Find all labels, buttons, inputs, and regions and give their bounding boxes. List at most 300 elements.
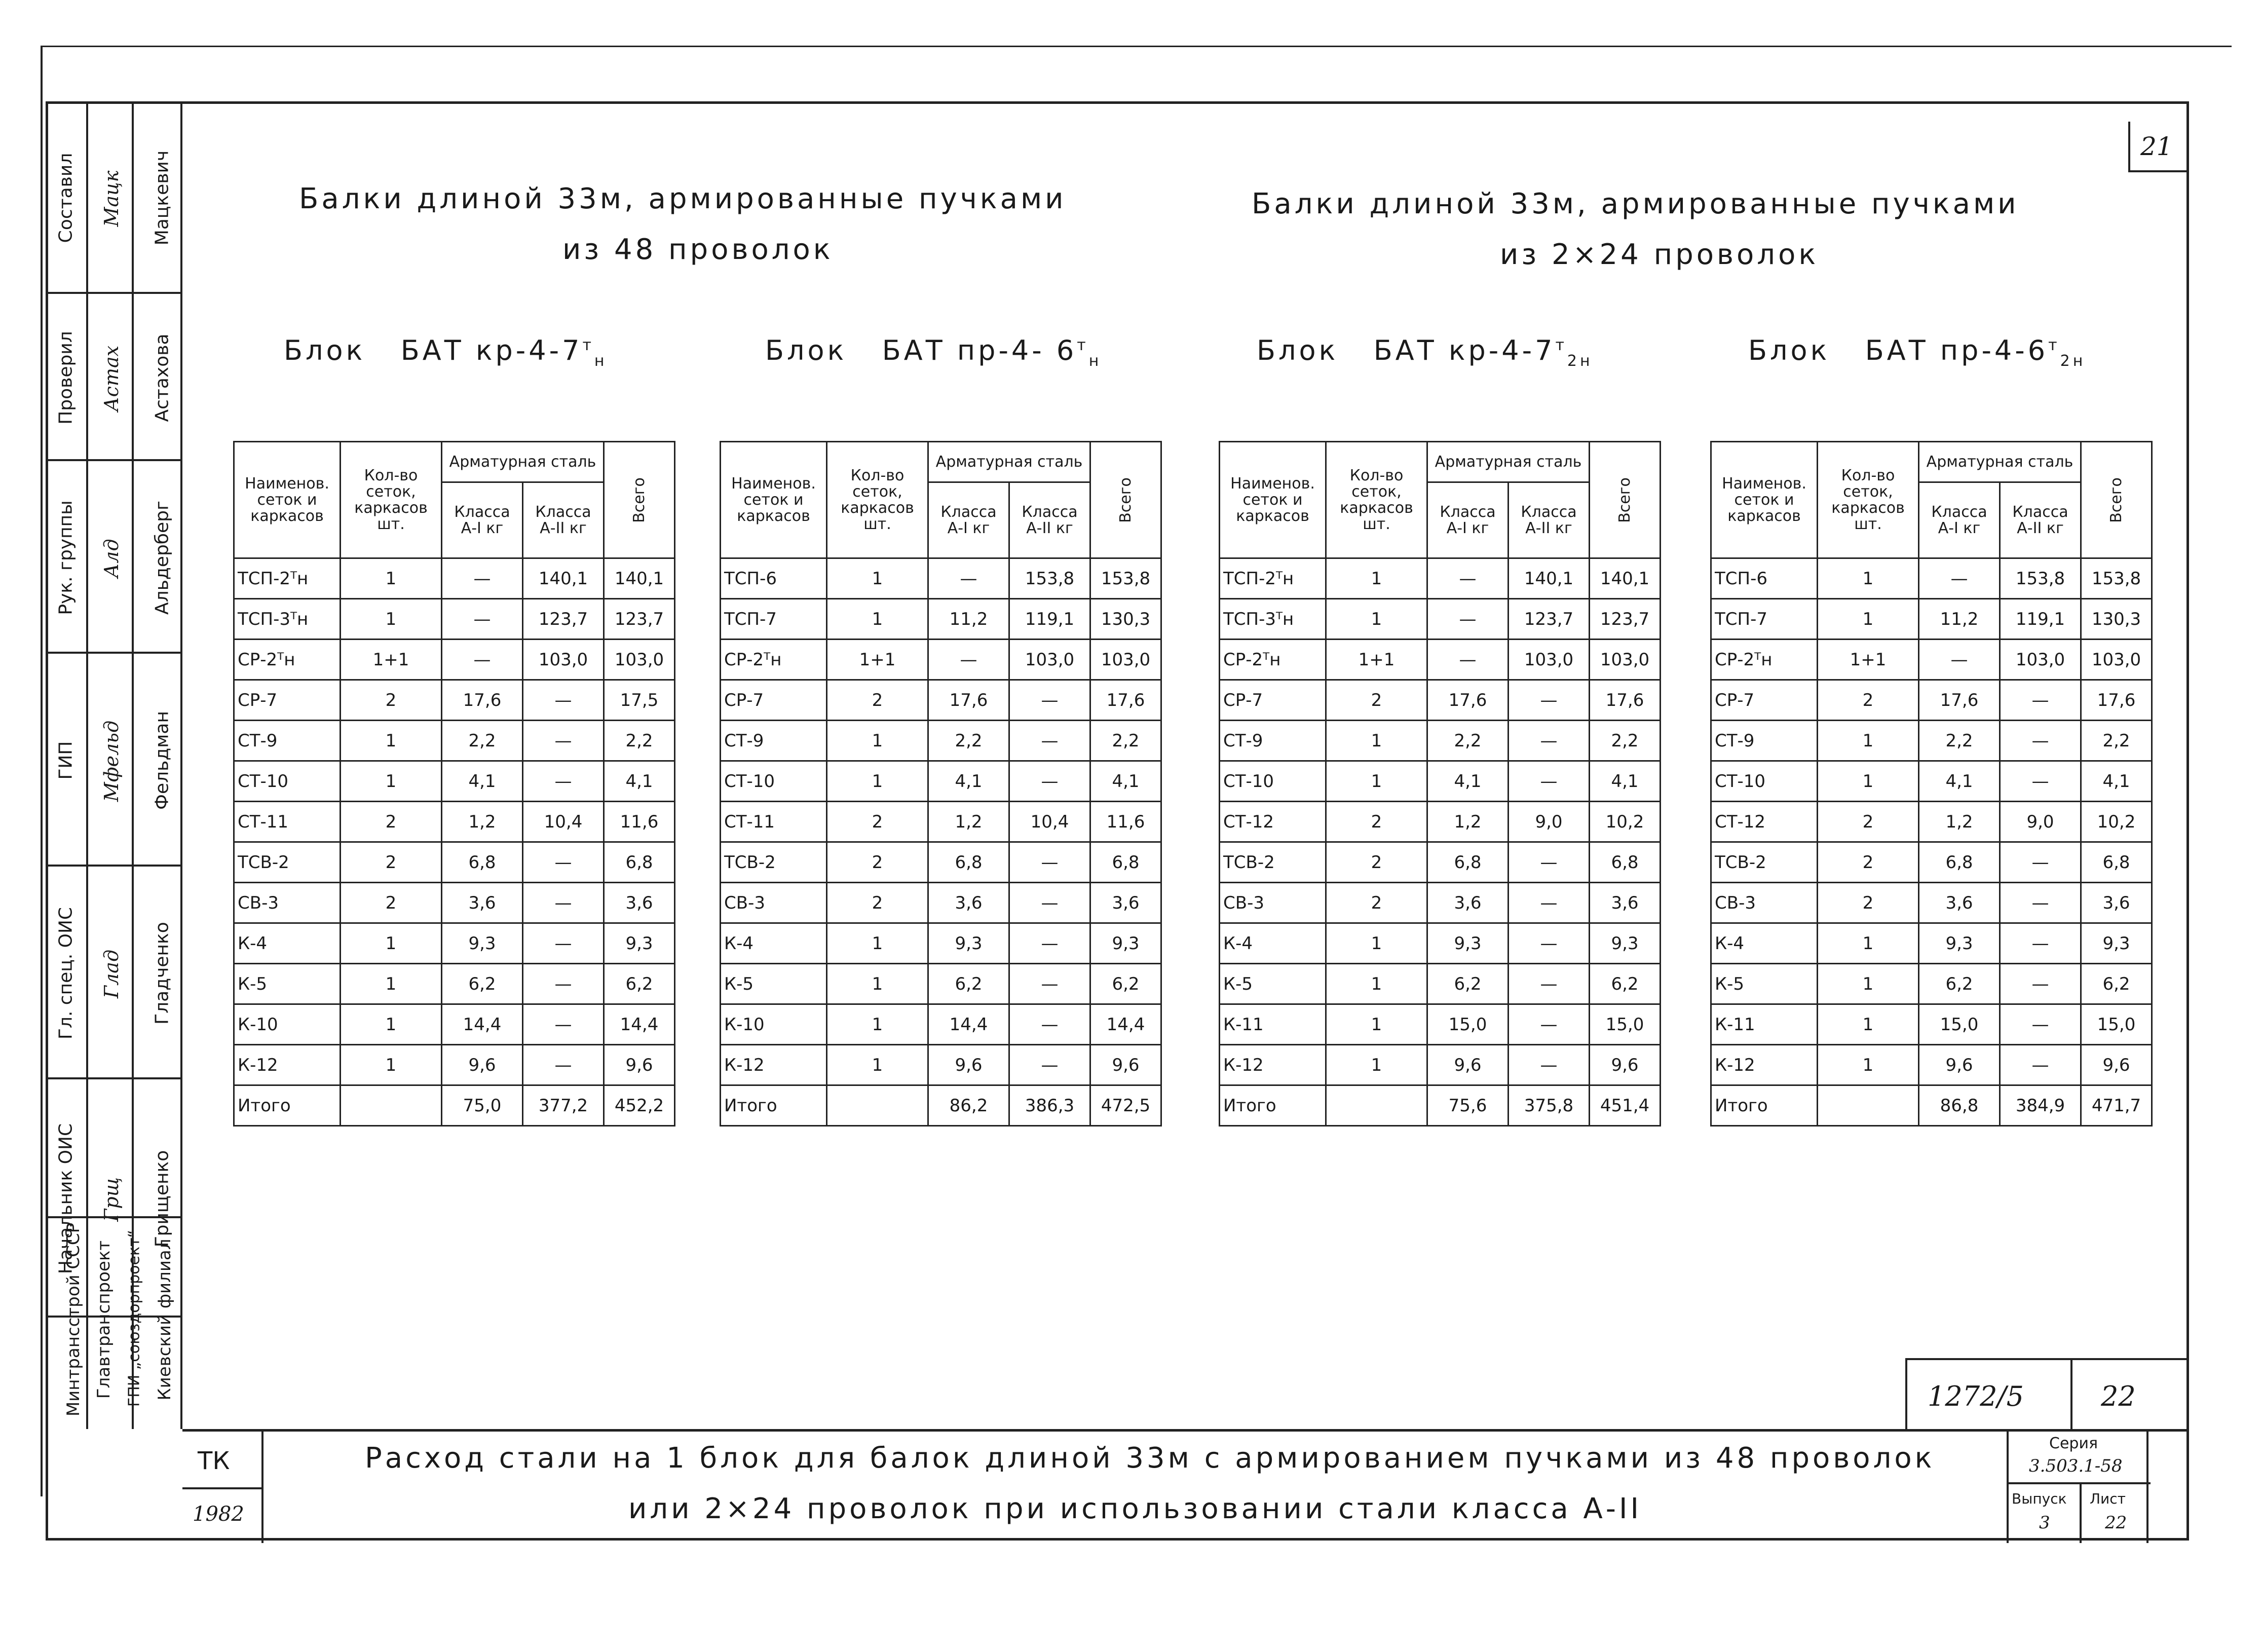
cell: 2 — [1818, 680, 1919, 721]
cell: 6,2 — [442, 964, 523, 1004]
cell: 103,0 — [1590, 640, 1661, 680]
cell: 1 — [827, 1004, 928, 1045]
total-cell: 384,9 — [2000, 1085, 2081, 1126]
header-total — [604, 442, 675, 558]
cell: 123,7 — [604, 599, 675, 640]
table-row — [1711, 680, 2152, 721]
steel-table-1 — [233, 441, 675, 1127]
header-steel: Арматурная сталь — [1427, 442, 1590, 482]
cell: 1+1 — [827, 640, 928, 680]
table-row — [721, 558, 1161, 599]
cell: 10,4 — [523, 802, 604, 842]
cell: 1,2 — [928, 802, 1009, 842]
cell: К-10 — [234, 1004, 341, 1045]
table-row — [1711, 761, 2152, 802]
cell: 123,7 — [523, 599, 604, 640]
cell: 1 — [1326, 1045, 1427, 1085]
organization-block: Минтрансстрой СССР Главтранспроект ГПИ „союздорпроект“ Киевский филиал — [46, 1216, 182, 1431]
cell: 119,1 — [1009, 599, 1090, 640]
cell: СТ-10 — [721, 761, 827, 802]
cell: 9,6 — [2081, 1045, 2152, 1085]
cell: 103,0 — [1009, 640, 1090, 680]
cell: 103,0 — [1509, 640, 1590, 680]
cell: 15,0 — [2081, 1004, 2152, 1045]
cell: 140,1 — [604, 558, 675, 599]
cell: 1+1 — [1326, 640, 1427, 680]
table-row — [1220, 640, 1661, 680]
list-value: 22 — [2105, 1513, 2127, 1533]
header-class-a1: Класса А-I кг — [1919, 482, 2000, 558]
cell: ТСВ-2 — [234, 842, 341, 883]
cell: 17,5 — [604, 680, 675, 721]
cell: 3,6 — [928, 883, 1009, 923]
table-row — [1711, 640, 2152, 680]
table-row — [721, 761, 1161, 802]
header-class-a2: Класса А-II кг — [1009, 482, 1090, 558]
cell: 1 — [1818, 964, 1919, 1004]
cell: 4,1 — [1590, 761, 1661, 802]
cell: — — [928, 640, 1009, 680]
cell: 2,2 — [442, 721, 523, 761]
cell: 3,6 — [442, 883, 523, 923]
steel-table-2 — [720, 441, 1162, 1127]
cell: 6,8 — [928, 842, 1009, 883]
cell: 2 — [1326, 802, 1427, 842]
cell: — — [1009, 883, 1090, 923]
cell: СВ-3 — [1220, 883, 1326, 923]
cell: 1 — [1818, 558, 1919, 599]
cell: 17,6 — [928, 680, 1009, 721]
cell: 153,8 — [2081, 558, 2152, 599]
cell: — — [2000, 721, 2081, 761]
cell: 2,2 — [1919, 721, 2000, 761]
header-total — [1590, 442, 1661, 558]
total-cell: 471,7 — [2081, 1085, 2152, 1126]
cell: СР-7 — [1220, 680, 1326, 721]
cell: 123,7 — [1509, 599, 1590, 640]
steel-table-3 — [1219, 441, 1661, 1127]
heading-right-line2: из 2×24 проволок — [1500, 238, 1819, 271]
cell: — — [1509, 842, 1590, 883]
cell: ТСП-7 — [1711, 599, 1818, 640]
cell: 1 — [827, 923, 928, 964]
cell: — — [523, 883, 604, 923]
table-row — [1220, 761, 1661, 802]
cell: 3,6 — [604, 883, 675, 923]
cell: — — [1509, 680, 1590, 721]
cell: 6,2 — [1919, 964, 2000, 1004]
cell: 6,2 — [1427, 964, 1509, 1004]
table-row — [721, 923, 1161, 964]
table-row — [1220, 964, 1661, 1004]
cell: — — [442, 640, 523, 680]
cell: 1 — [341, 1045, 442, 1085]
cell: 2,2 — [1590, 721, 1661, 761]
cell: ТСВ-2 — [1220, 842, 1326, 883]
year-label: 1982 — [193, 1503, 244, 1526]
cell: — — [1509, 964, 1590, 1004]
cell: 4,1 — [928, 761, 1009, 802]
cell: — — [1009, 1045, 1090, 1085]
series-value: 3.503.1-58 — [2029, 1456, 2123, 1476]
table-row — [1220, 802, 1661, 842]
header-total-label: Всего — [1116, 477, 1135, 523]
total-cell: 451,4 — [1590, 1085, 1661, 1126]
cell: 9,6 — [1919, 1045, 2000, 1085]
cell: 1 — [1818, 1004, 1919, 1045]
cell: — — [523, 721, 604, 761]
cell: ТСП-6 — [721, 558, 827, 599]
table-row — [1711, 883, 2152, 923]
cell: 3,6 — [1090, 883, 1161, 923]
sheet-number-box — [2070, 1358, 2189, 1429]
cell: 1 — [341, 721, 442, 761]
cell: — — [1009, 761, 1090, 802]
cell: — — [1009, 1004, 1090, 1045]
total-cell: 75,0 — [442, 1085, 523, 1126]
cell: К-11 — [1711, 1004, 1818, 1045]
cell: 17,6 — [1919, 680, 2000, 721]
table-row — [1711, 964, 2152, 1004]
cell: 9,6 — [442, 1045, 523, 1085]
cell: 103,0 — [2081, 640, 2152, 680]
table-row — [721, 640, 1161, 680]
cell: К-5 — [234, 964, 341, 1004]
cell: 2,2 — [1427, 721, 1509, 761]
cell: — — [1427, 558, 1509, 599]
cell: К-12 — [1711, 1045, 1818, 1085]
cell: 2 — [341, 842, 442, 883]
cell: СТ-11 — [234, 802, 341, 842]
cell: 3,6 — [1919, 883, 2000, 923]
cell: 1 — [1326, 1004, 1427, 1045]
cell: К-4 — [721, 923, 827, 964]
cell: ТСП-7 — [721, 599, 827, 640]
total-cell: Итого — [1220, 1085, 1326, 1126]
cell: СР-2ᵀн — [234, 640, 341, 680]
cell: СР-2ᵀн — [1220, 640, 1326, 680]
table-row — [721, 599, 1161, 640]
total-cell: 386,3 — [1009, 1085, 1090, 1126]
header-total-label: Всего — [1615, 477, 1634, 523]
cell: — — [2000, 923, 2081, 964]
cell: 4,1 — [1090, 761, 1161, 802]
cell: 9,6 — [604, 1045, 675, 1085]
table-row — [234, 1004, 675, 1045]
total-cell: Итого — [1711, 1085, 1818, 1126]
cell: 2 — [1326, 680, 1427, 721]
cell: 14,4 — [442, 1004, 523, 1045]
cell: СТ-10 — [1220, 761, 1326, 802]
total-cell — [1818, 1085, 1919, 1126]
cell: 14,4 — [604, 1004, 675, 1045]
issue-value: 3 — [2039, 1513, 2050, 1533]
cell: 1 — [341, 558, 442, 599]
cell: 6,8 — [604, 842, 675, 883]
block-title-1: Блок БАТ $кр-4-7^т_н$ — [284, 334, 608, 370]
total-cell — [341, 1085, 442, 1126]
header-total-label: Всего — [2107, 477, 2125, 523]
cell: 17,6 — [1090, 680, 1161, 721]
table-row — [234, 883, 675, 923]
cell: 6,2 — [604, 964, 675, 1004]
cell: 11,6 — [1090, 802, 1161, 842]
cell: — — [1509, 923, 1590, 964]
table-row — [1220, 680, 1661, 721]
cell: К-12 — [721, 1045, 827, 1085]
cell: 2 — [827, 883, 928, 923]
table-row — [1220, 599, 1661, 640]
cell: — — [1009, 721, 1090, 761]
total-cell: Итого — [721, 1085, 827, 1126]
cell: К-12 — [1220, 1045, 1326, 1085]
header-count: Кол-во сеток, каркасов шт. — [827, 442, 928, 558]
series-label: Серия — [2049, 1435, 2098, 1452]
total-cell: 75,6 — [1427, 1085, 1509, 1126]
cell: 1+1 — [341, 640, 442, 680]
table-row — [234, 721, 675, 761]
cell: 1 — [827, 599, 928, 640]
steel-table-4 — [1710, 441, 2153, 1127]
cell: 9,3 — [442, 923, 523, 964]
cell: ТСП-2ᵀн — [1220, 558, 1326, 599]
cell: СТ-11 — [721, 802, 827, 842]
cell: 2 — [341, 680, 442, 721]
table-row — [1220, 883, 1661, 923]
table-row — [721, 721, 1161, 761]
cell: 1 — [1818, 721, 1919, 761]
table-row — [1711, 923, 2152, 964]
cell: 1 — [1326, 721, 1427, 761]
cell: 6,8 — [2081, 842, 2152, 883]
cell: — — [523, 1004, 604, 1045]
cell: 9,3 — [1427, 923, 1509, 964]
page-number: 21 — [2140, 132, 2173, 161]
table-row — [721, 883, 1161, 923]
strip-row-head: Начальник ОИС Грщ Грищенко — [46, 1079, 182, 1318]
heading-left-line2: из 48 проволок — [562, 233, 834, 266]
cell: 9,3 — [2081, 923, 2152, 964]
cell: 6,8 — [1919, 842, 2000, 883]
cell: 2 — [1818, 883, 1919, 923]
cell: 9,0 — [2000, 802, 2081, 842]
header-class-a1: Класса А-I кг — [1427, 482, 1509, 558]
page-number-box — [2128, 122, 2189, 172]
cell: 153,8 — [1090, 558, 1161, 599]
header-steel: Арматурная сталь — [1919, 442, 2081, 482]
cell: 2,2 — [2081, 721, 2152, 761]
cell: 4,1 — [442, 761, 523, 802]
cell: 6,8 — [1090, 842, 1161, 883]
total-cell: 472,5 — [1090, 1085, 1161, 1126]
total-cell — [827, 1085, 928, 1126]
cell: К-5 — [1220, 964, 1326, 1004]
cell: 9,3 — [1919, 923, 2000, 964]
table-row — [721, 1004, 1161, 1045]
cell: 17,6 — [442, 680, 523, 721]
block-title-4: Блок БАТ $пр-4-6^т_{2н}$ — [1748, 334, 2086, 370]
cell: 119,1 — [2000, 599, 2081, 640]
cell: — — [523, 761, 604, 802]
cell: ТСВ-2 — [1711, 842, 1818, 883]
strip-row-author: Составил Мацк Мацкевич — [46, 101, 182, 294]
cell: СТ-10 — [1711, 761, 1818, 802]
cell: К-5 — [721, 964, 827, 1004]
cell: 1,2 — [1427, 802, 1509, 842]
header-name: Наименов. сеток и каркасов — [234, 442, 341, 558]
table-row — [721, 1045, 1161, 1085]
cell: 10,2 — [2081, 802, 2152, 842]
cell: 9,3 — [1090, 923, 1161, 964]
header-class-a2: Класса А-II кг — [1509, 482, 1590, 558]
cell: 6,2 — [1090, 964, 1161, 1004]
header-name: Наименов. сеток и каркасов — [721, 442, 827, 558]
header-name: Наименов. сеток и каркасов — [1220, 442, 1326, 558]
table-row — [1220, 923, 1661, 964]
cell: 9,3 — [928, 923, 1009, 964]
header-steel: Арматурная сталь — [442, 442, 604, 482]
cell: 1 — [1818, 1045, 1919, 1085]
cell: — — [523, 923, 604, 964]
cell: 1 — [827, 558, 928, 599]
cell: — — [523, 1045, 604, 1085]
cell: СР-7 — [721, 680, 827, 721]
cell: 1 — [1326, 599, 1427, 640]
cell: — — [2000, 1004, 2081, 1045]
header-count: Кол-во сеток, каркасов шт. — [1326, 442, 1427, 558]
cell: 9,6 — [1427, 1045, 1509, 1085]
cell: 2 — [341, 802, 442, 842]
cell: 9,6 — [1590, 1045, 1661, 1085]
header-class-a1: Класса А-I кг — [928, 482, 1009, 558]
cell: 3,6 — [1427, 883, 1509, 923]
cell: 2 — [341, 883, 442, 923]
table-row — [1711, 558, 2152, 599]
cell: — — [1009, 842, 1090, 883]
table-row — [234, 680, 675, 721]
title-block — [182, 1429, 2189, 1543]
cell: 15,0 — [1427, 1004, 1509, 1045]
cell: 153,8 — [1009, 558, 1090, 599]
cell: 6,2 — [2081, 964, 2152, 1004]
cell: К-12 — [234, 1045, 341, 1085]
cell: 17,6 — [1590, 680, 1661, 721]
cell: 103,0 — [1090, 640, 1161, 680]
title-line-2: или 2×24 проволок при использовании стали класса А-II — [628, 1492, 1642, 1525]
cell: 17,6 — [1427, 680, 1509, 721]
cell: 2 — [827, 842, 928, 883]
tk-label: ТК — [198, 1447, 230, 1475]
table-row — [721, 680, 1161, 721]
cell: 2 — [827, 680, 928, 721]
cell: СТ-9 — [1220, 721, 1326, 761]
cell: 153,8 — [2000, 558, 2081, 599]
total-cell: 377,2 — [523, 1085, 604, 1126]
header-count: Кол-во сеток, каркасов шт. — [341, 442, 442, 558]
cell: 1 — [1326, 761, 1427, 802]
strip-row-chief-spec: Гл. спец. ОИС Глад Гладченко — [46, 867, 182, 1079]
cell: ТСП-3ᵀн — [1220, 599, 1326, 640]
total-cell: 86,2 — [928, 1085, 1009, 1126]
cell: 15,0 — [1919, 1004, 2000, 1045]
cell: — — [523, 680, 604, 721]
table-row — [721, 802, 1161, 842]
cell: 1 — [827, 1045, 928, 1085]
cell: — — [2000, 964, 2081, 1004]
cell: 1 — [1818, 923, 1919, 964]
cell: — — [1009, 923, 1090, 964]
table-row — [234, 640, 675, 680]
cell: 9,0 — [1509, 802, 1590, 842]
table-row — [1711, 599, 2152, 640]
cell: ТСП-2ᵀн — [234, 558, 341, 599]
total-cell: 86,8 — [1919, 1085, 2000, 1126]
cell: ТСВ-2 — [721, 842, 827, 883]
cell: 2,2 — [1090, 721, 1161, 761]
cell: — — [2000, 883, 2081, 923]
cell: 11,2 — [1919, 599, 2000, 640]
cell: 130,3 — [2081, 599, 2152, 640]
cell: СР-2ᵀн — [1711, 640, 1818, 680]
cell: 1 — [1326, 964, 1427, 1004]
cell: — — [1509, 1045, 1590, 1085]
cell: 3,6 — [1590, 883, 1661, 923]
cell: 6,8 — [442, 842, 523, 883]
cell: СР-7 — [1711, 680, 1818, 721]
header-total-label: Всего — [630, 477, 648, 523]
series-box — [2007, 1432, 2148, 1543]
cell: 1 — [827, 964, 928, 1004]
cell: ТСП-3ᵀн — [234, 599, 341, 640]
cell: 2,2 — [604, 721, 675, 761]
cell: К-11 — [1220, 1004, 1326, 1045]
cell: 9,3 — [1590, 923, 1661, 964]
cell: 15,0 — [1590, 1004, 1661, 1045]
cell: — — [2000, 842, 2081, 883]
cell: 1 — [827, 761, 928, 802]
total-cell — [1326, 1085, 1427, 1126]
heading-right-line1: Балки длиной 33м, армированные пучками — [1252, 187, 2019, 220]
cell: — — [2000, 761, 2081, 802]
table-row — [234, 1045, 675, 1085]
table-row — [1711, 802, 2152, 842]
issue-label: Выпуск — [2012, 1490, 2067, 1507]
cell: 103,0 — [604, 640, 675, 680]
strip-row-checker: Проверил Астах Астахова — [46, 294, 182, 461]
cell: 1 — [341, 923, 442, 964]
cell: ТСП-6 — [1711, 558, 1818, 599]
cell: 1 — [341, 964, 442, 1004]
cell: 11,2 — [928, 599, 1009, 640]
cell: — — [1509, 721, 1590, 761]
cell: 2 — [1326, 883, 1427, 923]
table-row — [234, 964, 675, 1004]
cell: СТ-9 — [234, 721, 341, 761]
cell: 1 — [1326, 558, 1427, 599]
cell: — — [523, 842, 604, 883]
cell: СР-7 — [234, 680, 341, 721]
cell: — — [1009, 680, 1090, 721]
cell: — — [2000, 680, 2081, 721]
cell: 6,8 — [1427, 842, 1509, 883]
cell: СТ-12 — [1711, 802, 1818, 842]
table-row — [721, 964, 1161, 1004]
cell: — — [2000, 1045, 2081, 1085]
cell: 1 — [1818, 761, 1919, 802]
header-class-a2: Класса А-II кг — [2000, 482, 2081, 558]
header-steel: Арматурная сталь — [928, 442, 1090, 482]
cell: СТ-9 — [1711, 721, 1818, 761]
